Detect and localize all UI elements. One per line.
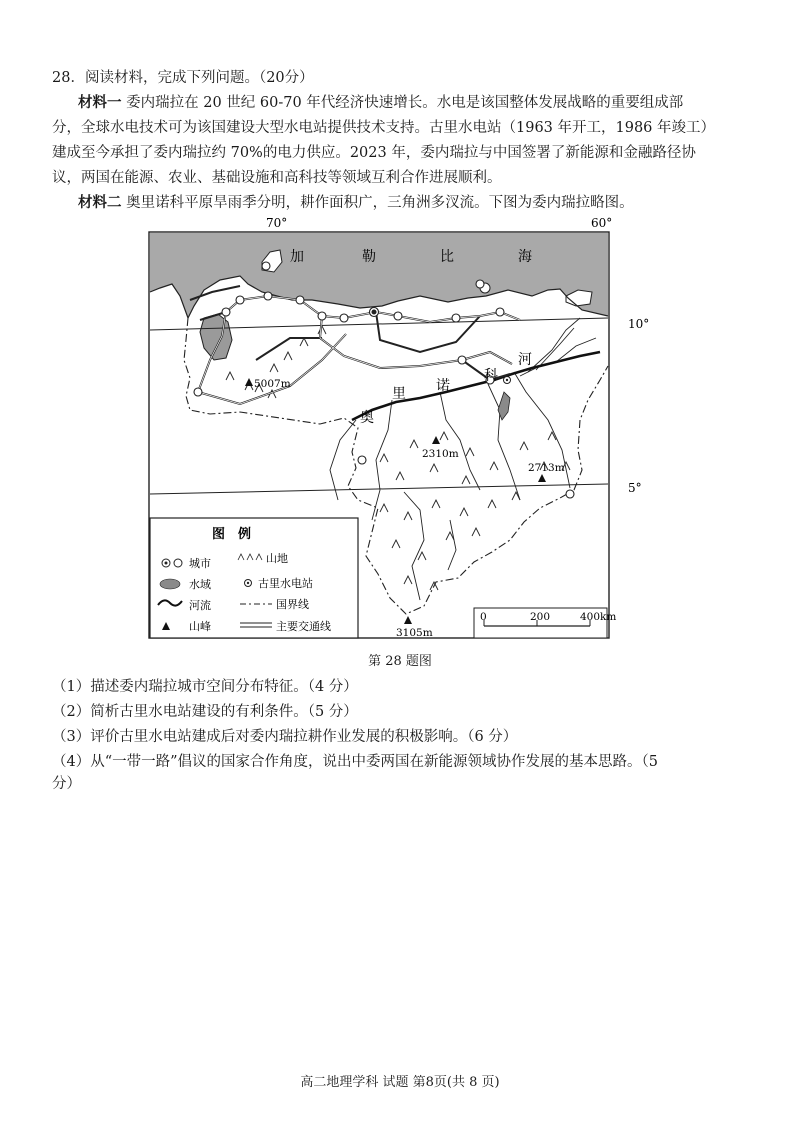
legend-station: 古里水电站 <box>258 577 313 590</box>
subquestion-1: （1）描述委内瑞拉城市空间分布特征。（4 分） <box>52 679 358 695</box>
sea-char-4: 海 <box>518 249 532 265</box>
figure-caption: 第 28 题图 <box>368 654 432 669</box>
lon-70-label: 70° <box>266 216 288 230</box>
river-char-he: 河 <box>518 352 532 368</box>
lon-60-label: 60° <box>591 216 613 230</box>
legend <box>150 518 358 638</box>
river-char-ao: 奥 <box>360 410 374 426</box>
legend-traffic: 主要交通线 <box>276 620 331 633</box>
subquestion-3: （3）评价古里水电站建成后对委内瑞拉耕作业发展的积极影响。（6 分） <box>52 729 518 745</box>
legend-water: 水域 <box>189 578 211 591</box>
material-2: 材料二 奥里诺科平原旱雨季分明，耕作面积广，三角洲多汊流。下图为委内瑞拉略图。 <box>78 195 634 211</box>
legend-peak: 山峰 <box>189 620 211 633</box>
material-1-line-3: 建成至今承担了委内瑞拉约 70%的电力供应。2023 年，委内瑞拉与中国签署了新能源和金融路径协 <box>52 145 696 161</box>
material-1-line-1: 材料一 委内瑞拉在 20 世纪 60-70 年代经济快速增长。水电是该国整体发展战略的重要组成部 <box>78 95 684 111</box>
sea-char-3: 比 <box>440 249 454 265</box>
peak-3105: 3105m <box>396 627 433 639</box>
scale-400: 400km <box>580 611 617 623</box>
subquestion-4: （4）从“一带一路”倡议的国家合作角度，说出中委两国在新能源领域协作发展的基本思路。（5 <box>52 754 659 770</box>
subquestion-4-cont: 分） <box>52 776 81 792</box>
material-1-label: 材料一 <box>78 95 122 111</box>
material-2-label: 材料二 <box>78 195 122 211</box>
sea-char-2: 勒 <box>362 249 376 265</box>
scale-200: 200 <box>530 611 551 623</box>
material-1-line-2: 分，全球水电技术可为该国建设大型水电站提供技术支持。古里水电站（1963 年开工，1986 年竣工） <box>52 120 716 136</box>
legend-river: 河流 <box>189 599 211 612</box>
peak-2310: 2310m <box>422 448 459 460</box>
scale-0: 0 <box>480 611 487 623</box>
legend-city: 城市 <box>189 557 211 570</box>
subquestion-2: （2）简析古里水电站建设的有利条件。（5 分） <box>52 704 358 720</box>
legend-mountain: 山地 <box>266 552 288 565</box>
guri-station-marker <box>504 377 511 384</box>
material-1-line-4: 议，两国在能源、农业、基础设施和高科技等领域互利合作进展顺利。 <box>52 170 502 186</box>
page-footer: 高二地理学科 试题 第8页(共 8 页) <box>300 1075 500 1090</box>
scale-bar <box>474 608 616 638</box>
legend-title: 图 例 <box>212 527 252 542</box>
peak-2713: 2713m <box>528 462 565 474</box>
lat-5-label: 5° <box>628 481 642 495</box>
legend-border: 国界线 <box>276 598 309 611</box>
lat-10-label: 10° <box>628 317 650 331</box>
river-char-ke: 科 <box>484 368 498 384</box>
question-header: 28．阅读材料，完成下列问题。（20分） <box>52 70 314 86</box>
river-char-nuo: 诺 <box>436 378 450 394</box>
river-char-li: 里 <box>392 386 406 402</box>
peak-5007: 5007m <box>254 378 291 390</box>
venezuela-map <box>140 212 650 644</box>
sea-char-1: 加 <box>290 249 304 265</box>
